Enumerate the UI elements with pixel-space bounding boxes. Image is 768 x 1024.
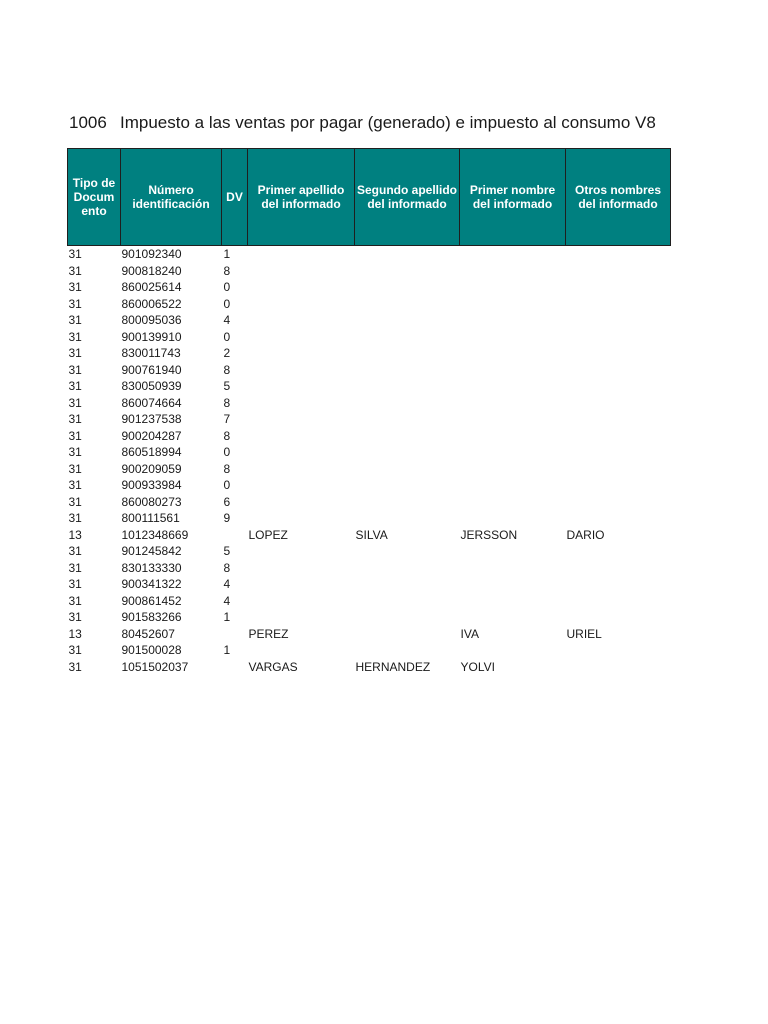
cell-primer-apellido[interactable] bbox=[248, 329, 355, 346]
cell-dv[interactable]: 2 bbox=[223, 346, 231, 360]
cell-primer-nombre[interactable] bbox=[460, 362, 566, 379]
table-row[interactable] bbox=[68, 494, 671, 511]
cell-primer-nombre[interactable] bbox=[460, 444, 566, 461]
cell-primer-nombre[interactable] bbox=[460, 593, 566, 610]
cell-primer-apellido[interactable] bbox=[248, 345, 355, 362]
cell-primer-apellido[interactable] bbox=[248, 362, 355, 379]
cell-tipo[interactable]: 31 bbox=[68, 610, 82, 624]
column-header-otros-nombres[interactable]: Otros nombres del informado bbox=[566, 149, 671, 246]
cell-primer-nombre[interactable] bbox=[460, 279, 566, 296]
cell-otros-nombres[interactable] bbox=[566, 362, 671, 379]
cell-primer-nombre[interactable] bbox=[460, 263, 566, 280]
table-row[interactable] bbox=[68, 576, 671, 593]
cell-segundo-apellido[interactable] bbox=[355, 576, 460, 593]
table-row[interactable] bbox=[68, 263, 671, 280]
cell-segundo-apellido[interactable] bbox=[355, 279, 460, 296]
report-title-text: Impuesto a las ventas por pagar (generado) e impuesto al consumo V8 bbox=[120, 113, 656, 132]
cell-segundo-apellido[interactable] bbox=[355, 609, 460, 626]
cell-otros-nombres[interactable] bbox=[566, 411, 671, 428]
cell-primer-nombre[interactable]: JERSSON bbox=[460, 527, 518, 542]
cell-otros-nombres[interactable] bbox=[566, 494, 671, 511]
table-row[interactable] bbox=[68, 461, 671, 478]
cell-primer-nombre[interactable] bbox=[460, 461, 566, 478]
cell-otros-nombres[interactable] bbox=[566, 378, 671, 395]
cell-dv[interactable]: 8 bbox=[223, 263, 231, 278]
cell-tipo[interactable]: 31 bbox=[68, 379, 82, 393]
cell-tipo[interactable]: 31 bbox=[68, 593, 82, 608]
cell-segundo-apellido[interactable] bbox=[355, 543, 460, 560]
cell-segundo-apellido[interactable] bbox=[355, 395, 460, 412]
cell-numero[interactable]: 901583266 bbox=[121, 610, 182, 624]
table-row[interactable] bbox=[68, 593, 671, 610]
cell-numero[interactable]: 900761940 bbox=[121, 362, 182, 377]
table-row[interactable] bbox=[68, 444, 671, 461]
table-row[interactable] bbox=[68, 428, 671, 445]
report-code: 1006 bbox=[69, 113, 107, 132]
cell-segundo-apellido[interactable] bbox=[355, 378, 460, 395]
cell-tipo[interactable]: 31 bbox=[68, 428, 82, 443]
cell-dv[interactable]: 5 bbox=[223, 544, 231, 558]
data-table bbox=[67, 148, 671, 675]
cell-primer-apellido[interactable] bbox=[248, 395, 355, 412]
column-header-primer-apellido[interactable]: Primer apellido del informado bbox=[248, 149, 355, 246]
table-row[interactable] bbox=[68, 510, 671, 527]
cell-segundo-apellido[interactable] bbox=[355, 626, 460, 643]
cell-dv[interactable]: 8 bbox=[223, 362, 231, 377]
cell-primer-nombre[interactable] bbox=[460, 609, 566, 626]
cell-otros-nombres[interactable]: URIEL bbox=[566, 626, 602, 641]
table-row[interactable] bbox=[68, 329, 671, 346]
cell-numero[interactable]: 900861452 bbox=[121, 593, 182, 608]
cell-primer-nombre[interactable]: YOLVI bbox=[460, 659, 495, 674]
cell-primer-apellido[interactable] bbox=[248, 378, 355, 395]
cell-numero[interactable]: 901237538 bbox=[121, 412, 182, 426]
cell-dv[interactable]: 1 bbox=[223, 247, 231, 261]
cell-tipo[interactable]: 31 bbox=[68, 362, 82, 377]
cell-numero[interactable]: 900139910 bbox=[121, 329, 182, 344]
cell-primer-nombre[interactable] bbox=[460, 329, 566, 346]
cell-tipo[interactable]: 13 bbox=[68, 626, 82, 641]
cell-primer-apellido[interactable] bbox=[248, 576, 355, 593]
cell-otros-nombres[interactable] bbox=[566, 461, 671, 478]
cell-tipo[interactable]: 31 bbox=[68, 329, 82, 344]
cell-primer-nombre[interactable] bbox=[460, 296, 566, 313]
cell-primer-nombre[interactable] bbox=[460, 411, 566, 428]
column-header-tipo[interactable]: Tipo de Docum ento bbox=[68, 149, 121, 246]
cell-primer-nombre[interactable] bbox=[460, 378, 566, 395]
cell-primer-apellido[interactable] bbox=[248, 477, 355, 494]
cell-dv[interactable]: 6 bbox=[223, 494, 231, 509]
cell-tipo[interactable]: 31 bbox=[68, 280, 82, 294]
cell-otros-nombres[interactable] bbox=[566, 345, 671, 362]
cell-tipo[interactable]: 31 bbox=[68, 511, 82, 525]
cell-dv[interactable]: 0 bbox=[223, 478, 231, 492]
cell-primer-apellido[interactable] bbox=[248, 411, 355, 428]
cell-numero[interactable]: 860025614 bbox=[121, 280, 182, 294]
cell-segundo-apellido[interactable] bbox=[355, 345, 460, 362]
table-row[interactable] bbox=[68, 527, 671, 544]
cell-tipo[interactable]: 31 bbox=[68, 560, 82, 575]
table-row[interactable] bbox=[68, 659, 671, 676]
table-row[interactable] bbox=[68, 296, 671, 313]
cell-segundo-apellido[interactable] bbox=[355, 642, 460, 659]
cell-numero[interactable]: 900341322 bbox=[121, 577, 182, 591]
cell-tipo[interactable]: 31 bbox=[68, 577, 82, 591]
table-row[interactable] bbox=[68, 246, 671, 263]
table-row[interactable] bbox=[68, 609, 671, 626]
cell-primer-nombre[interactable] bbox=[460, 510, 566, 527]
cell-dv[interactable]: 9 bbox=[223, 511, 231, 525]
cell-tipo[interactable]: 31 bbox=[68, 643, 82, 657]
cell-tipo[interactable]: 31 bbox=[68, 346, 82, 360]
table-row[interactable] bbox=[68, 477, 671, 494]
cell-numero[interactable]: 1012348669 bbox=[121, 527, 189, 542]
cell-segundo-apellido[interactable] bbox=[355, 312, 460, 329]
cell-numero[interactable]: 830050939 bbox=[121, 379, 182, 393]
cell-otros-nombres[interactable] bbox=[566, 296, 671, 313]
cell-segundo-apellido[interactable] bbox=[355, 444, 460, 461]
table-row[interactable] bbox=[68, 312, 671, 329]
table-row[interactable] bbox=[68, 378, 671, 395]
cell-segundo-apellido[interactable] bbox=[355, 593, 460, 610]
cell-dv[interactable]: 1 bbox=[223, 610, 231, 624]
cell-tipo[interactable]: 31 bbox=[68, 544, 82, 558]
cell-otros-nombres[interactable] bbox=[566, 560, 671, 577]
cell-otros-nombres[interactable] bbox=[566, 246, 671, 263]
cell-segundo-apellido[interactable] bbox=[355, 510, 460, 527]
cell-numero[interactable]: 830133330 bbox=[121, 560, 182, 575]
cell-otros-nombres[interactable] bbox=[566, 576, 671, 593]
cell-primer-nombre[interactable] bbox=[460, 642, 566, 659]
cell-primer-apellido[interactable] bbox=[248, 279, 355, 296]
cell-dv[interactable]: 8 bbox=[223, 395, 231, 410]
cell-numero[interactable]: 860074664 bbox=[121, 395, 182, 410]
cell-otros-nombres[interactable] bbox=[566, 642, 671, 659]
cell-dv[interactable]: 0 bbox=[223, 280, 231, 294]
cell-dv[interactable] bbox=[222, 527, 248, 544]
cell-dv[interactable]: 8 bbox=[223, 560, 231, 575]
cell-otros-nombres[interactable] bbox=[566, 609, 671, 626]
table-row[interactable] bbox=[68, 362, 671, 379]
table-row[interactable] bbox=[68, 411, 671, 428]
cell-numero[interactable]: 1051502037 bbox=[121, 659, 189, 674]
cell-otros-nombres[interactable] bbox=[566, 593, 671, 610]
cell-tipo[interactable]: 31 bbox=[68, 445, 82, 459]
cell-segundo-apellido[interactable] bbox=[355, 461, 460, 478]
cell-primer-nombre[interactable] bbox=[460, 395, 566, 412]
cell-dv[interactable] bbox=[222, 626, 248, 643]
cell-segundo-apellido[interactable] bbox=[355, 494, 460, 511]
cell-otros-nombres[interactable] bbox=[566, 329, 671, 346]
cell-segundo-apellido[interactable] bbox=[355, 362, 460, 379]
table-row[interactable] bbox=[68, 560, 671, 577]
cell-primer-apellido[interactable] bbox=[248, 444, 355, 461]
cell-primer-nombre[interactable] bbox=[460, 560, 566, 577]
cell-tipo[interactable]: 31 bbox=[68, 478, 82, 492]
cell-numero[interactable]: 900933984 bbox=[121, 478, 182, 492]
cell-numero[interactable]: 860080273 bbox=[121, 494, 182, 509]
cell-otros-nombres[interactable] bbox=[566, 477, 671, 494]
table-row[interactable] bbox=[68, 642, 671, 659]
cell-otros-nombres[interactable] bbox=[566, 428, 671, 445]
cell-numero[interactable]: 900209059 bbox=[121, 461, 182, 476]
cell-primer-apellido[interactable] bbox=[248, 642, 355, 659]
cell-primer-apellido[interactable] bbox=[248, 510, 355, 527]
column-header-dv[interactable]: DV bbox=[222, 149, 248, 246]
cell-otros-nombres[interactable] bbox=[566, 395, 671, 412]
cell-tipo[interactable]: 31 bbox=[68, 494, 82, 509]
cell-tipo[interactable]: 31 bbox=[68, 395, 82, 410]
cell-segundo-apellido[interactable] bbox=[355, 329, 460, 346]
cell-segundo-apellido[interactable] bbox=[355, 263, 460, 280]
report-title bbox=[69, 111, 671, 135]
cell-numero[interactable]: 860006522 bbox=[121, 296, 182, 311]
cell-numero[interactable]: 800095036 bbox=[121, 313, 182, 327]
column-header-numero[interactable]: Número identificación bbox=[121, 149, 222, 246]
cell-primer-apellido[interactable] bbox=[248, 461, 355, 478]
cell-primer-apellido[interactable] bbox=[248, 296, 355, 313]
cell-primer-nombre[interactable] bbox=[460, 543, 566, 560]
cell-tipo[interactable]: 31 bbox=[68, 296, 82, 311]
cell-primer-apellido[interactable] bbox=[248, 609, 355, 626]
cell-primer-apellido[interactable] bbox=[248, 560, 355, 577]
cell-dv[interactable]: 0 bbox=[223, 296, 231, 311]
cell-primer-nombre[interactable] bbox=[460, 312, 566, 329]
cell-tipo[interactable]: 31 bbox=[68, 263, 82, 278]
cell-dv[interactable]: 7 bbox=[223, 412, 231, 426]
table-body bbox=[68, 246, 671, 676]
cell-segundo-apellido[interactable] bbox=[355, 246, 460, 263]
cell-dv[interactable]: 8 bbox=[223, 461, 231, 476]
cell-tipo[interactable]: 13 bbox=[68, 527, 82, 542]
table-row[interactable] bbox=[68, 543, 671, 560]
cell-primer-nombre[interactable] bbox=[460, 494, 566, 511]
cell-primer-nombre[interactable]: IVA bbox=[460, 626, 479, 641]
cell-dv[interactable]: 4 bbox=[223, 577, 231, 591]
cell-numero[interactable]: 900204287 bbox=[121, 428, 182, 443]
cell-primer-apellido[interactable]: PEREZ bbox=[248, 626, 289, 641]
cell-dv[interactable]: 5 bbox=[223, 379, 231, 393]
cell-primer-apellido[interactable] bbox=[248, 428, 355, 445]
table-row[interactable] bbox=[68, 395, 671, 412]
cell-otros-nombres[interactable] bbox=[566, 263, 671, 280]
cell-primer-apellido[interactable]: LOPEZ bbox=[248, 527, 288, 542]
cell-primer-apellido[interactable] bbox=[248, 494, 355, 511]
cell-otros-nombres[interactable] bbox=[566, 659, 671, 676]
table-row[interactable] bbox=[68, 345, 671, 362]
cell-numero[interactable]: 830011743 bbox=[121, 346, 181, 360]
cell-numero[interactable]: 80452607 bbox=[121, 626, 175, 641]
cell-dv[interactable]: 1 bbox=[223, 643, 231, 657]
cell-dv[interactable]: 4 bbox=[223, 313, 231, 327]
cell-tipo[interactable]: 31 bbox=[68, 247, 82, 261]
cell-segundo-apellido[interactable]: HERNANDEZ bbox=[355, 659, 431, 674]
cell-primer-nombre[interactable] bbox=[460, 246, 566, 263]
cell-segundo-apellido[interactable] bbox=[355, 477, 460, 494]
cell-numero[interactable]: 901500028 bbox=[121, 643, 182, 657]
cell-otros-nombres[interactable] bbox=[566, 312, 671, 329]
cell-dv[interactable]: 4 bbox=[223, 593, 231, 608]
cell-numero[interactable]: 901092340 bbox=[121, 247, 182, 261]
column-header-primer-nombre[interactable]: Primer nombre del informado bbox=[460, 149, 566, 246]
cell-numero[interactable]: 901245842 bbox=[121, 544, 182, 558]
cell-otros-nombres[interactable] bbox=[566, 510, 671, 527]
cell-primer-apellido[interactable] bbox=[248, 543, 355, 560]
cell-primer-apellido[interactable]: VARGAS bbox=[248, 659, 298, 674]
cell-dv[interactable] bbox=[222, 659, 248, 676]
cell-segundo-apellido[interactable] bbox=[355, 428, 460, 445]
cell-otros-nombres[interactable] bbox=[566, 444, 671, 461]
cell-dv[interactable]: 0 bbox=[223, 445, 231, 459]
cell-primer-apellido[interactable] bbox=[248, 593, 355, 610]
cell-primer-apellido[interactable] bbox=[248, 263, 355, 280]
cell-dv[interactable]: 0 bbox=[223, 329, 231, 344]
cell-tipo[interactable]: 31 bbox=[68, 659, 82, 674]
cell-primer-apellido[interactable] bbox=[248, 246, 355, 263]
cell-otros-nombres[interactable]: DARIO bbox=[566, 527, 605, 542]
cell-tipo[interactable]: 31 bbox=[68, 461, 82, 476]
table-header-row bbox=[68, 149, 671, 246]
cell-otros-nombres[interactable] bbox=[566, 279, 671, 296]
column-header-segundo-apellido[interactable]: Segundo apellido del informado bbox=[355, 149, 460, 246]
cell-primer-nombre[interactable] bbox=[460, 576, 566, 593]
cell-segundo-apellido[interactable] bbox=[355, 296, 460, 313]
cell-segundo-apellido[interactable] bbox=[355, 560, 460, 577]
cell-primer-apellido[interactable] bbox=[248, 312, 355, 329]
table-row[interactable] bbox=[68, 279, 671, 296]
cell-segundo-apellido[interactable] bbox=[355, 411, 460, 428]
cell-tipo[interactable]: 31 bbox=[68, 313, 82, 327]
cell-numero[interactable]: 860518994 bbox=[121, 445, 182, 459]
cell-numero[interactable]: 800111561 bbox=[121, 511, 180, 525]
cell-segundo-apellido[interactable]: SILVA bbox=[355, 527, 388, 542]
cell-primer-nombre[interactable] bbox=[460, 345, 566, 362]
table-row[interactable] bbox=[68, 626, 671, 643]
cell-dv[interactable]: 8 bbox=[223, 428, 231, 443]
cell-numero[interactable]: 900818240 bbox=[121, 263, 182, 278]
cell-otros-nombres[interactable] bbox=[566, 543, 671, 560]
cell-primer-nombre[interactable] bbox=[460, 428, 566, 445]
cell-primer-nombre[interactable] bbox=[460, 477, 566, 494]
cell-tipo[interactable]: 31 bbox=[68, 412, 82, 426]
